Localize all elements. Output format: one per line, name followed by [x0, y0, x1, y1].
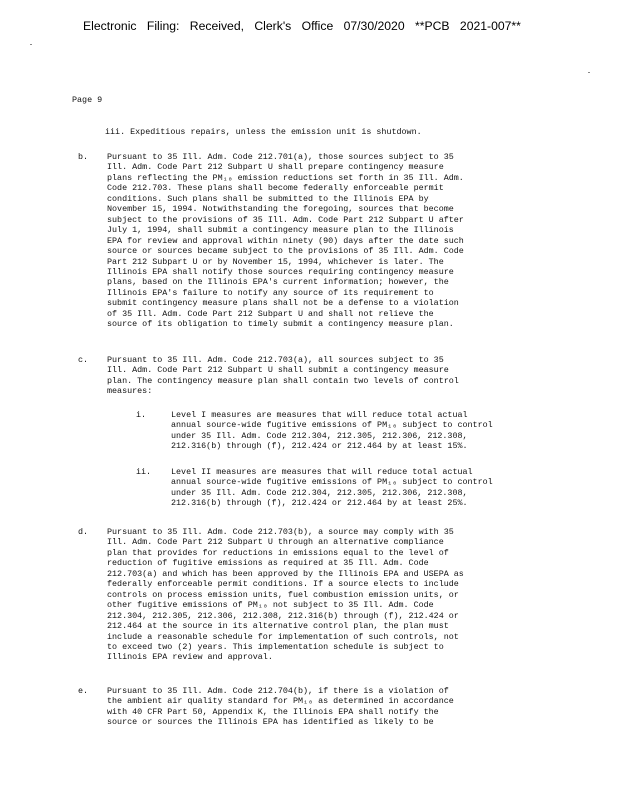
subitem-line: under 35 Ill. Adm. Code 212.304, 212.305, 212.306, 212.308, [171, 430, 468, 441]
paragraph-line: Pursuant to 35 Ill. Adm. Code 212.703(a), all sources subject to 35 [107, 355, 444, 365]
scan-speck [588, 72, 590, 73]
subitem-line: Level I measures are measures that will reduce total actual [171, 410, 468, 420]
paragraph-line: Pursuant to 35 Ill. Adm. Code 212.704(b), if there is a violation of [107, 686, 449, 696]
paragraph-line: the ambient air quality standard for PM₁₀ as determined in accordance [107, 696, 454, 707]
subitem-label: ii. [136, 467, 152, 477]
paragraph-line: Illinois EPA shall notify those sources requiring contingency measure [107, 266, 454, 277]
paragraph-line: Illinois EPA review and approval. [107, 652, 273, 663]
filing-stamp: Electronic Filing: Received, Clerk's Office 07/30/2020 **PCB 2021-007** [83, 19, 521, 33]
subitem-line: annual source-wide fugitive emissions of PM₁₀ subject to control [171, 420, 493, 431]
paragraph-line: Pursuant to 35 Ill. Adm. Code 212.701(a), those sources subject to 35 [107, 152, 454, 162]
paragraph-line: EPA for review and approval within ninety (90) days after the date such [107, 235, 464, 246]
paragraph-line: plans reflecting the PM₁₀ emission reductions set forth in 35 Ill. Adm. [107, 172, 464, 183]
scan-speck [30, 44, 32, 45]
paragraph-line: conditions. Such plans shall be submitted to the Illinois EPA by [107, 193, 429, 204]
paragraph-line: Illinois EPA's failure to notify any source of its requirement to [107, 287, 434, 298]
paragraph-line: controls on process emission units, fuel combustion emission units, or [107, 589, 459, 600]
paragraph-line: 212.464 at the source in its alternative control plan, the plan must [107, 621, 449, 632]
paragraph-line: source or sources became subject to the provisions of 35 Ill. Adm. Code [107, 246, 464, 257]
section-label: e. [78, 686, 89, 696]
paragraph-line: Pursuant to 35 Ill. Adm. Code 212.703(b), a source may comply with 35 [107, 527, 454, 537]
paragraph-line: with 40 CFR Part 50, Appendix K, the Illinois EPA shall notify the [107, 706, 439, 717]
paragraph-line: source of its obligation to timely submit a contingency measure plan. [107, 319, 454, 330]
subitem-label: i. [136, 410, 147, 420]
paragraph-line: November 15, 1994. Notwithstanding the foregoing, sources that become [107, 204, 454, 215]
subitem-line: Level II measures are measures that will reduce total actual [171, 467, 473, 477]
subitem-line: annual source-wide fugitive emissions of PM₁₀ subject to control [171, 477, 493, 488]
paragraph-line: other fugitive emissions of PM₁₀ not subject to 35 Ill. Adm. Code [107, 600, 434, 611]
paragraph-line: include a reasonable schedule for implementation of such controls, not [107, 631, 459, 642]
paragraph-line: Ill. Adm. Code Part 212 Subpart U shall submit a contingency measure [107, 365, 449, 376]
paragraph-line: Ill. Adm. Code Part 212 Subpart U shall prepare contingency measure [107, 162, 444, 173]
paragraph-line: measures: [107, 386, 153, 397]
paragraph-line: federally enforceable permit conditions. If a source elects to include [107, 579, 459, 590]
paragraph-line: plan that provides for reductions in emissions equal to the level of [107, 547, 449, 558]
paragraph-line: Code 212.703. These plans shall become federally enforceable permit [107, 183, 444, 194]
item-iii-line: iii. Expeditious repairs, unless the emission unit is shutdown. [105, 127, 422, 137]
paragraph-line: to exceed two (2) years. This implementation schedule is subject to [107, 641, 444, 652]
paragraph-line: submit contingency measure plans shall not be a defense to a violation [107, 298, 459, 309]
paragraph-line: 212.703(a) and which has been approved by the Illinois EPA and USEPA as [107, 568, 464, 579]
paragraph-line: 212.304, 212.305, 212.306, 212.308, 212.316(b) through (f), 212.424 or [107, 610, 459, 621]
paragraph-line: Part 212 Subpart U or by November 15, 1994, whichever is later. The [107, 256, 444, 267]
paragraph-line: July 1, 1994, shall submit a contingency measure plan to the Illinois [107, 225, 454, 236]
paragraph-line: plan. The contingency measure plan shall contain two levels of control [107, 375, 459, 386]
section-label: d. [78, 527, 89, 537]
paragraph-line: reduction of fugitive emissions as required at 35 Ill. Adm. Code [107, 558, 429, 569]
paragraph-line: of 35 Ill. Adm. Code Part 212 Subpart U and shall not relieve the [107, 308, 434, 319]
section-label: b. [78, 152, 89, 162]
paragraph-line: Ill. Adm. Code Part 212 Subpart U through an alternative compliance [107, 537, 444, 548]
section-label: c. [78, 355, 89, 365]
page-number: Page 9 [72, 95, 103, 105]
subitem-line: 212.316(b) through (f), 212.424 or 212.464 by at least 15%. [171, 441, 468, 452]
paragraph-line: plans, based on the Illinois EPA's current information; however, the [107, 277, 449, 288]
paragraph-line: source or sources the Illinois EPA has identified as likely to be [107, 717, 434, 728]
subitem-line: under 35 Ill. Adm. Code 212.304, 212.305, 212.306, 212.308, [171, 487, 468, 498]
subitem-line: 212.316(b) through (f), 212.424 or 212.464 by at least 25%. [171, 498, 468, 509]
paragraph-line: subject to the provisions of 35 Ill. Adm. Code Part 212 Subpart U after [107, 214, 464, 225]
